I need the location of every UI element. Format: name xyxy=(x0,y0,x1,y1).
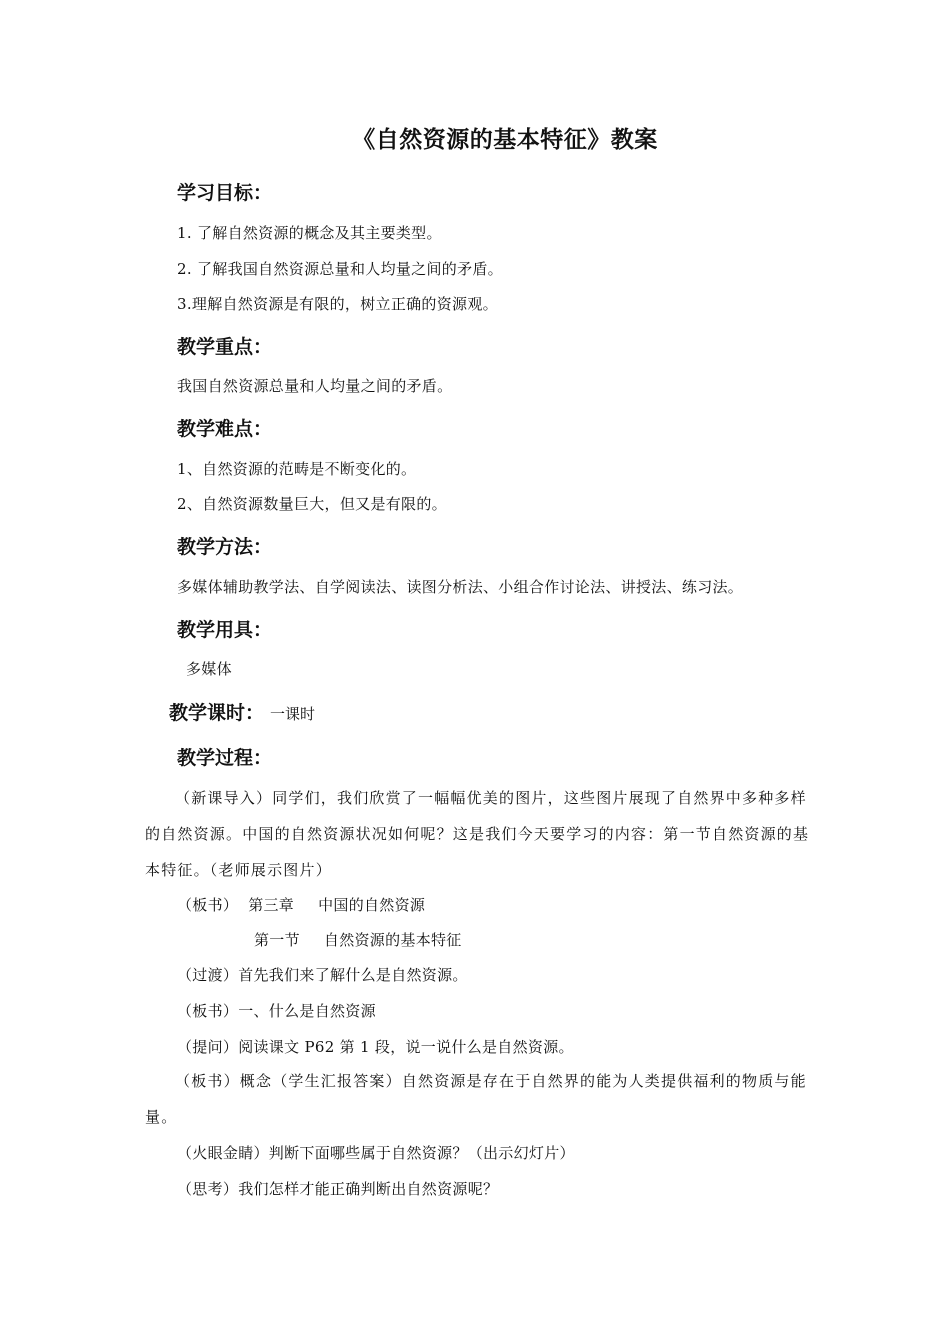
methods-text: 多媒体辅助教学法、自学阅读法、读图分析法、小组合作讨论法、讲授法、练习法。 xyxy=(177,578,744,596)
objective-item-1: 1. 了解自然资源的概念及其主要类型。 xyxy=(177,224,442,242)
board-chapter: 第三章 xyxy=(248,896,295,914)
objective-item-3: 3.理解自然资源是有限的，树立正确的资源观。 xyxy=(177,295,498,313)
objectives-heading: 学习目标： xyxy=(177,182,273,204)
methods-heading: 教学方法： xyxy=(177,536,273,558)
question-line: （提问）阅读课文 P62 第 1 段，说一说什么是自然资源。 xyxy=(177,1038,574,1056)
board-chapter-title: 中国的自然资源 xyxy=(318,896,426,914)
process-intro-paragraph: （新课导入）同学们，我们欣赏了一幅幅优美的图片，这些图片展现了自然界中多种多样的自然资源。中国的自然资源状况如何呢？这是我们今天要学习的内容：第一节自然资源的基本特征。（老师展示图片） xyxy=(145,789,810,879)
tools-heading: 教学用具： xyxy=(177,619,273,641)
process-heading: 教学过程： xyxy=(177,747,273,769)
concept-paragraph: （板书）概念（学生汇报答案）自然资源是存在于自然界的能为人类提供福利的物质与能量。 xyxy=(145,1072,807,1126)
objective-item-2: 2. 了解我国自然资源总量和人均量之间的矛盾。 xyxy=(177,260,503,278)
difficulty-item-1: 1、自然资源的范畴是不断变化的。 xyxy=(177,460,417,478)
board-chapter-line xyxy=(177,894,425,915)
transition-line: （过渡）首先我们来了解什么是自然资源。 xyxy=(177,966,468,984)
board-section: 第一节 xyxy=(254,931,300,949)
difficulties-heading: 教学难点： xyxy=(177,418,273,440)
hours-heading: 教学课时： xyxy=(169,702,265,724)
key-points-text: 我国自然资源总量和人均量之间的矛盾。 xyxy=(177,377,453,395)
document-title: 《自然资源的基本特征》教案 xyxy=(352,127,658,153)
hours-text: 一课时 xyxy=(270,705,316,723)
tools-text: 多媒体 xyxy=(186,660,232,678)
board-section-title: 自然资源的基本特征 xyxy=(323,931,462,949)
hours-line xyxy=(169,698,315,725)
board-what-is-line: （板书）一、什么是自然资源 xyxy=(177,1002,376,1020)
board-section-line xyxy=(254,929,462,950)
judge-line: （火眼金睛）判断下面哪些属于自然资源？（出示幻灯片） xyxy=(177,1144,575,1162)
board-label: （板书） xyxy=(177,896,239,914)
think-line: （思考）我们怎样才能正确判断出自然资源呢？ xyxy=(177,1180,499,1198)
key-points-heading: 教学重点： xyxy=(177,336,273,358)
difficulty-item-2: 2、自然资源数量巨大，但又是有限的。 xyxy=(177,495,447,513)
